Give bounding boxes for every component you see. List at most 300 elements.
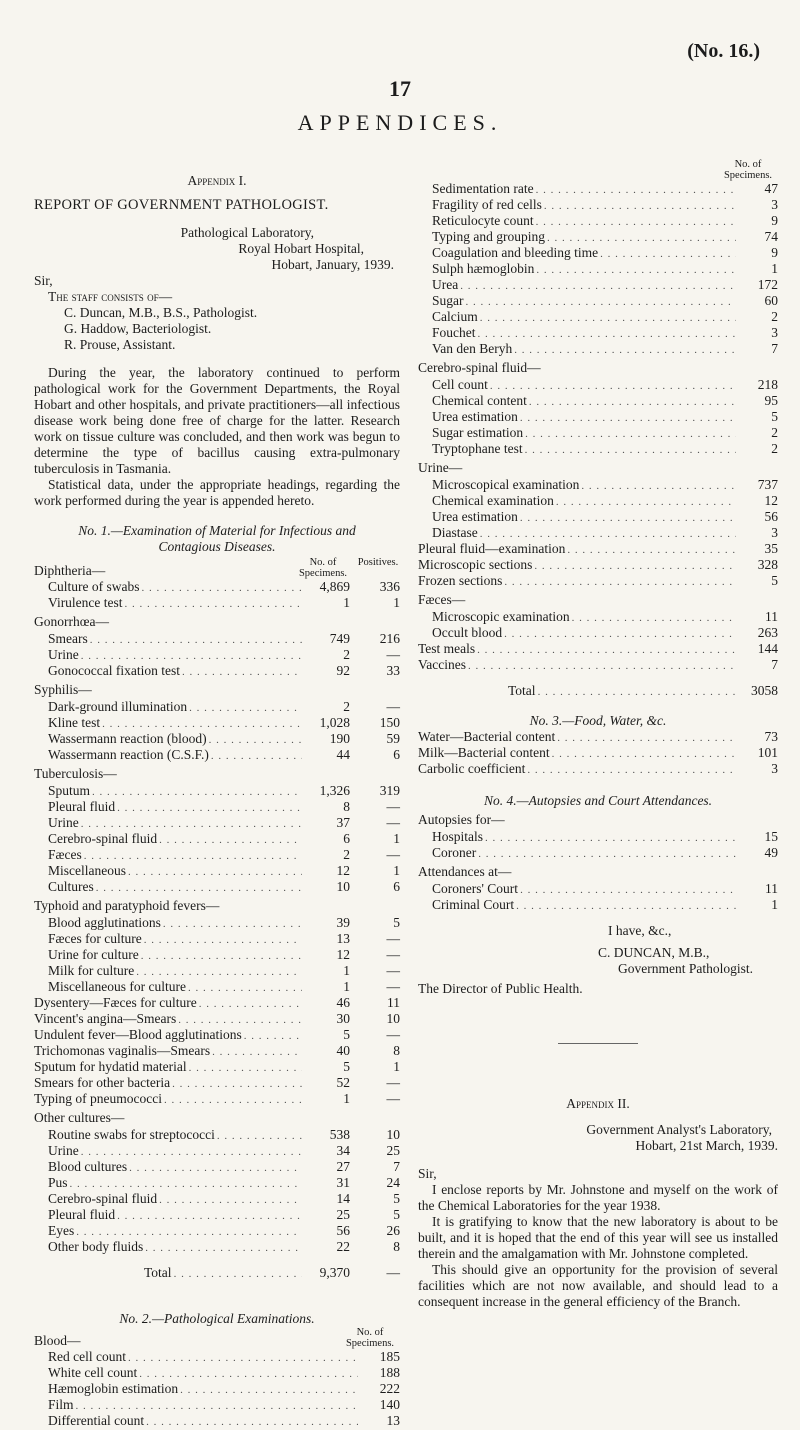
- row-value-positives: 7: [393, 1159, 400, 1174]
- row-value-specimens: 25: [336, 1207, 350, 1222]
- group-name: Cerebro-spinal fluid—: [418, 360, 541, 375]
- row-label: Coroners' Court: [432, 881, 519, 896]
- dot-leader: [146, 1414, 358, 1430]
- row-value-positives: 6: [393, 747, 400, 762]
- row-label: Virulence test: [48, 595, 123, 610]
- dot-leader: [164, 1092, 302, 1108]
- row-value-specimens: 34: [336, 1143, 350, 1158]
- table-row: [418, 525, 778, 541]
- row-value-specimens: 140: [379, 1397, 400, 1412]
- row-value-positives: —: [386, 963, 400, 978]
- dot-leader: [477, 642, 736, 658]
- row-value-specimens: 30: [336, 1011, 350, 1026]
- dot-leader: [460, 278, 736, 294]
- dot-leader: [567, 542, 736, 558]
- dot-leader: [466, 294, 737, 310]
- row-label: Criminal Court: [432, 897, 515, 912]
- paragraph: It is gratifying to know that the new laboratory is about to be built, and it is hoped that the end of this year will see us installed therein and the amalgamation with Mr. Johnstone completed.: [418, 1214, 778, 1261]
- row-value-positives: 5: [393, 915, 400, 930]
- row-label: Milk for culture: [48, 963, 135, 978]
- dot-leader: [172, 1076, 302, 1092]
- table-row: [418, 261, 778, 277]
- address-block: [34, 225, 400, 273]
- table-row: [418, 557, 778, 573]
- row-label: Test meals: [418, 641, 476, 656]
- dot-leader: [478, 846, 736, 862]
- row-label: Red cell count: [48, 1349, 126, 1364]
- row-value-specimens: 7: [771, 341, 778, 356]
- row-label: Urine: [48, 647, 79, 662]
- row-value-positives: 33: [386, 663, 400, 678]
- row-value-specimens: 5: [343, 1059, 350, 1074]
- row-value-specimens: 538: [329, 1127, 350, 1142]
- table-row: [34, 847, 400, 863]
- table-row: [34, 1413, 400, 1429]
- dot-leader: [178, 1012, 302, 1028]
- row-label: Urine: [48, 815, 79, 830]
- table-row: [418, 229, 778, 245]
- row-label: Pleural fluid: [48, 799, 116, 814]
- table-row: [34, 931, 400, 947]
- row-value-specimens: 1,028: [319, 715, 350, 730]
- dot-leader: [544, 198, 736, 214]
- left-column: [34, 173, 400, 1429]
- row-label: Vincent's angina—Smears: [34, 1011, 177, 1026]
- table-row: [418, 441, 778, 457]
- table-row: [34, 731, 400, 747]
- table-row: [34, 1091, 400, 1107]
- row-value-specimens: 60: [764, 293, 778, 308]
- group-name: Diphtheria—: [34, 563, 106, 578]
- row-value-specimens: 3058: [751, 683, 778, 698]
- row-value-specimens: 13: [386, 1413, 400, 1428]
- table-row: [418, 745, 778, 761]
- row-value-specimens: 190: [329, 731, 350, 746]
- table-row: [34, 579, 400, 595]
- table-row: [34, 647, 400, 663]
- row-label: Fæces: [48, 847, 82, 862]
- table-row: [34, 715, 400, 731]
- row-label: Van den Beryh: [432, 341, 513, 356]
- row-value-positives: —: [386, 815, 400, 830]
- row-value-specimens: 5: [343, 1027, 350, 1042]
- dot-leader: [139, 1366, 358, 1382]
- row-label: Reticulocyte count: [432, 213, 534, 228]
- table-row: [418, 625, 778, 641]
- table-row: [418, 573, 778, 589]
- table-row: [34, 863, 400, 879]
- table-2-header-cont: [418, 159, 778, 181]
- dot-leader: [536, 182, 736, 198]
- table-row: [34, 1143, 400, 1159]
- table-row: [418, 845, 778, 861]
- group-name: Gonorrhœa—: [34, 614, 109, 629]
- row-label: Miscellaneous: [48, 863, 126, 878]
- dot-leader: [180, 1382, 358, 1398]
- table-row: [418, 657, 778, 673]
- appendix-1-heading: Appendix I.: [187, 173, 247, 188]
- table-row: [418, 325, 778, 341]
- paragraph: I enclose reports by Mr. Johnstone and myself on the work of the Chemical Laboratories for the year 1938.: [418, 1182, 778, 1213]
- row-value-specimens: 35: [764, 541, 778, 556]
- table-row: [34, 663, 400, 679]
- appendix-2-heading: Appendix II.: [566, 1096, 630, 1111]
- dot-leader: [117, 1208, 302, 1224]
- table-row: [34, 1075, 400, 1091]
- table-row: [418, 641, 778, 657]
- table-2-header: [340, 1327, 400, 1349]
- row-label: Sedimentation rate: [432, 181, 534, 196]
- row-value-positives: 59: [386, 731, 400, 746]
- group-name: Other cultures—: [34, 1110, 125, 1125]
- table-row: [34, 963, 400, 979]
- row-value-positives: 150: [379, 715, 400, 730]
- row-label: Smears: [48, 631, 88, 646]
- row-value-positives: —: [386, 1091, 400, 1106]
- row-label: Kline test: [48, 715, 101, 730]
- table-row: [34, 699, 400, 715]
- staff-member: C. Duncan, M.B., B.S., Pathologist.: [64, 305, 258, 320]
- row-value-specimens: 1: [771, 261, 778, 276]
- row-label: Urea: [432, 277, 459, 292]
- row-label: Frozen sections: [418, 573, 503, 588]
- row-value-specimens: 2: [771, 441, 778, 456]
- row-value-specimens: 9: [771, 245, 778, 260]
- table-1: [34, 523, 400, 1281]
- row-label: Eyes: [48, 1223, 75, 1238]
- table-row: [34, 915, 400, 931]
- dot-leader: [125, 596, 302, 612]
- dot-leader: [189, 1060, 302, 1076]
- row-label: Total: [508, 683, 536, 698]
- row-value-specimens: 188: [379, 1365, 400, 1380]
- dot-leader: [529, 394, 736, 410]
- row-value-specimens: 12: [336, 863, 350, 878]
- row-label: Routine swabs for streptococci: [48, 1127, 215, 1142]
- dot-leader: [557, 730, 736, 746]
- row-label: Urine for culture: [48, 947, 139, 962]
- table-2: [34, 1311, 400, 1429]
- table-row: [34, 995, 400, 1011]
- dot-leader: [117, 800, 302, 816]
- row-label: Cerebro-spinal fluid: [48, 1191, 158, 1206]
- address-line: Hobart, January, 1939.: [271, 257, 394, 272]
- row-value-positives: —: [386, 931, 400, 946]
- dot-leader: [534, 558, 736, 574]
- dot-leader: [520, 410, 736, 426]
- row-label: Milk—Bacterial content: [418, 745, 550, 760]
- row-value-positives: 5: [393, 1207, 400, 1222]
- dot-leader: [478, 326, 737, 342]
- row-value-positives: —: [386, 1027, 400, 1042]
- dot-leader: [70, 1176, 302, 1192]
- row-label: Typing and grouping: [432, 229, 546, 244]
- table-row: [34, 1127, 400, 1143]
- row-label: Sputum: [48, 783, 91, 798]
- row-value-specimens: 185: [379, 1349, 400, 1364]
- row-label: Typing of pneumococci: [34, 1091, 163, 1106]
- dot-leader: [211, 748, 302, 764]
- row-value-specimens: 5: [771, 573, 778, 588]
- row-label: Cerebro-spinal fluid: [48, 831, 158, 846]
- table-row: [34, 1175, 400, 1191]
- row-value-specimens: 1: [343, 595, 350, 610]
- dot-leader: [536, 262, 736, 278]
- staff-list: [34, 305, 400, 353]
- dot-leader: [102, 716, 302, 732]
- address-line: Royal Hobart Hospital,: [238, 241, 364, 256]
- table-row: [418, 393, 778, 409]
- row-label: Sugar estimation: [432, 425, 524, 440]
- table-row: [34, 1043, 400, 1059]
- table-row: [34, 1265, 400, 1281]
- group-name: Tuberculosis—: [34, 766, 117, 781]
- dot-leader: [129, 1160, 302, 1176]
- group-name: Fæces—: [418, 592, 466, 607]
- table-row: [418, 829, 778, 845]
- row-label: Smears for other bacteria: [34, 1075, 171, 1090]
- dot-leader: [81, 648, 302, 664]
- table-4: [418, 793, 778, 913]
- row-value-specimens: 101: [757, 745, 778, 760]
- row-label: Tryptophane test: [432, 441, 523, 456]
- table-row: [34, 1365, 400, 1381]
- row-label: Blood cultures: [48, 1159, 128, 1174]
- row-value-positives: —: [386, 799, 400, 814]
- row-label: Microscopical examination: [432, 477, 580, 492]
- row-label: Film: [48, 1397, 74, 1412]
- row-value-positives: 319: [379, 783, 400, 798]
- table-row: [34, 1207, 400, 1223]
- row-value-specimens: 39: [336, 915, 350, 930]
- row-value-positives: 1: [393, 863, 400, 878]
- dot-leader: [538, 684, 736, 700]
- table-row: [418, 541, 778, 557]
- table-row: [34, 1159, 400, 1175]
- col-header-specimens: No. of Specimens.: [298, 557, 348, 579]
- table-row: [34, 831, 400, 847]
- row-value-specimens: 8: [343, 799, 350, 814]
- table-row: [418, 683, 778, 699]
- row-value-specimens: 44: [336, 747, 350, 762]
- row-label: Occult blood: [432, 625, 503, 640]
- dot-leader: [217, 1128, 302, 1144]
- dot-leader: [81, 1144, 302, 1160]
- group-name: Typhoid and paratyphoid fevers—: [34, 898, 220, 913]
- row-label: Fragility of red cells: [432, 197, 542, 212]
- row-value-positives: 1: [393, 1059, 400, 1074]
- row-value-positives: 336: [379, 579, 400, 594]
- row-value-positives: 6: [393, 879, 400, 894]
- row-value-specimens: 52: [336, 1075, 350, 1090]
- row-label: Water—Bacterial content: [418, 729, 556, 744]
- row-label: Trichomonas vaginalis—Smears: [34, 1043, 211, 1058]
- row-value-specimens: 218: [757, 377, 778, 392]
- row-value-specimens: 49: [764, 845, 778, 860]
- table-4-title: No. 4.—Autopsies and Court Attendances.: [483, 793, 713, 808]
- paragraph: Statistical data, under the appropriate headings, regarding the work performed during the year is appended hereto.: [34, 477, 400, 508]
- table-row: [418, 293, 778, 309]
- row-label: Hæmoglobin estimation: [48, 1381, 179, 1396]
- row-label: Dark-ground illumination: [48, 699, 188, 714]
- row-label: Coroner: [432, 845, 477, 860]
- table-row: [34, 815, 400, 831]
- table-1-title: No. 1.—Examination of Material for Infectious and Contagious Diseases.: [78, 523, 356, 554]
- table-3-title: No. 3.—Food, Water, &c.: [529, 713, 667, 728]
- page-title: APPENDICES.: [297, 110, 503, 135]
- table-row: [418, 213, 778, 229]
- dot-leader: [142, 580, 303, 596]
- table-row: [34, 1349, 400, 1365]
- table-row: [418, 509, 778, 525]
- table-row: [34, 879, 400, 895]
- group-name: Attendances at—: [418, 864, 512, 879]
- row-value-specimens: 222: [379, 1381, 400, 1396]
- address-line: Government Analyst's Laboratory,: [586, 1122, 772, 1137]
- paragraph: This should give an opportunity for the provision of several facilities which are not now available, and should lead to a consequent increase in the general efficiency of the Branch.: [418, 1262, 778, 1309]
- dot-leader: [141, 948, 302, 964]
- table-row: [418, 493, 778, 509]
- dot-leader: [600, 246, 736, 262]
- dot-leader: [159, 832, 302, 848]
- dot-leader: [144, 932, 302, 948]
- row-value-specimens: 7: [771, 657, 778, 672]
- table-row: [418, 409, 778, 425]
- row-value-specimens: 11: [765, 881, 778, 896]
- closing-block: [418, 923, 778, 997]
- col-header-specimens: No. of Specimens.: [723, 159, 773, 181]
- row-value-positives: 11: [387, 995, 400, 1010]
- table-row: [418, 729, 778, 745]
- staff-intro: The staff consists of—: [48, 289, 173, 304]
- staff-member: G. Haddow, Bacteriologist.: [64, 321, 212, 336]
- table-row: [34, 947, 400, 963]
- dot-leader: [76, 1398, 358, 1414]
- table-3: [418, 713, 778, 777]
- row-value-positives: 26: [386, 1223, 400, 1238]
- table-row: [418, 881, 778, 897]
- row-value-specimens: 1: [343, 979, 350, 994]
- dot-leader: [485, 830, 736, 846]
- row-value-specimens: 10: [336, 879, 350, 894]
- row-value-specimens: 172: [757, 277, 778, 292]
- row-value-specimens: 3: [771, 761, 778, 776]
- table-row: [418, 477, 778, 493]
- dot-leader: [468, 658, 736, 674]
- table-row: [34, 1223, 400, 1239]
- salutation: Sir,: [418, 1166, 437, 1181]
- row-label: Gonococcal fixation test: [48, 663, 180, 678]
- row-label: Pus: [48, 1175, 68, 1190]
- row-value-positives: 25: [386, 1143, 400, 1158]
- table-row: [418, 245, 778, 261]
- row-value-positives: 10: [386, 1011, 400, 1026]
- table-row: [418, 181, 778, 197]
- row-value-specimens: 15: [764, 829, 778, 844]
- dot-leader: [163, 916, 302, 932]
- row-value-positives: —: [386, 699, 400, 714]
- row-value-positives: 216: [379, 631, 400, 646]
- row-value-specimens: 3: [771, 197, 778, 212]
- row-label: Cell count: [432, 377, 488, 392]
- col-header-specimens: No. of Specimens.: [345, 1327, 395, 1349]
- row-value-specimens: 95: [764, 393, 778, 408]
- row-value-positives: —: [386, 1075, 400, 1090]
- row-label: Pleural fluid: [48, 1207, 116, 1222]
- row-label: Dysentery—Fæces for culture: [34, 995, 197, 1010]
- salutation: Sir,: [34, 273, 53, 288]
- dot-leader: [480, 310, 736, 326]
- row-value-specimens: 4,869: [319, 579, 350, 594]
- staff-member: R. Prouse, Assistant.: [64, 337, 176, 352]
- dot-leader: [128, 864, 302, 880]
- table-2-title: No. 2.—Pathological Examinations.: [119, 1311, 315, 1326]
- row-label: Urea estimation: [432, 509, 518, 524]
- dot-leader: [516, 898, 736, 914]
- row-value-positives: 10: [386, 1127, 400, 1142]
- table-row: [34, 1397, 400, 1413]
- dot-leader: [480, 526, 736, 542]
- table-row: [34, 631, 400, 647]
- row-value-specimens: 1: [771, 897, 778, 912]
- dot-leader: [504, 626, 736, 642]
- table-row: [418, 761, 778, 777]
- row-label: Urine: [48, 1143, 79, 1158]
- row-value-positives: 5: [393, 1191, 400, 1206]
- table-row: [418, 197, 778, 213]
- table-row: [34, 1011, 400, 1027]
- table-row: [418, 425, 778, 441]
- row-value-specimens: 1: [343, 963, 350, 978]
- report-title: REPORT OF GOVERNMENT PATHOLOGIST.: [34, 197, 329, 213]
- row-label: Vaccines: [418, 657, 466, 672]
- dot-leader: [244, 1028, 302, 1044]
- row-label: Carbolic coefficient: [418, 761, 526, 776]
- col-header-positives: Positives.: [357, 557, 399, 568]
- row-label: Undulent fever—Blood agglutinations: [34, 1027, 242, 1042]
- table-row: [34, 1381, 400, 1397]
- dot-leader: [556, 494, 736, 510]
- table-row: [34, 783, 400, 799]
- dot-leader: [128, 1350, 358, 1366]
- row-label: Other body fluids: [48, 1239, 144, 1254]
- dot-leader: [174, 1266, 302, 1282]
- row-value-positives: 1: [393, 831, 400, 846]
- row-value-specimens: 12: [336, 947, 350, 962]
- row-value-positives: 1: [393, 595, 400, 610]
- dot-leader: [552, 746, 736, 762]
- row-value-specimens: 3: [771, 525, 778, 540]
- row-value-positives: 8: [393, 1239, 400, 1254]
- table-row: [34, 799, 400, 815]
- dot-leader: [96, 880, 302, 896]
- row-value-specimens: 2: [343, 699, 350, 714]
- dot-leader: [525, 426, 736, 442]
- row-label: Pleural fluid—examination: [418, 541, 566, 556]
- table-row: [34, 1191, 400, 1207]
- row-label: Chemical examination: [432, 493, 554, 508]
- row-value-specimens: 328: [757, 557, 778, 572]
- row-value-specimens: 2: [771, 425, 778, 440]
- row-label: Wassermann reaction (C.S.F.): [48, 747, 209, 762]
- row-value-specimens: 27: [336, 1159, 350, 1174]
- row-value-specimens: 749: [329, 631, 350, 646]
- row-value-positives: 24: [386, 1175, 400, 1190]
- row-value-positives: —: [386, 1265, 400, 1280]
- row-value-specimens: 3: [771, 325, 778, 340]
- row-label: Wassermann reaction (blood): [48, 731, 207, 746]
- row-value-specimens: 144: [757, 641, 778, 656]
